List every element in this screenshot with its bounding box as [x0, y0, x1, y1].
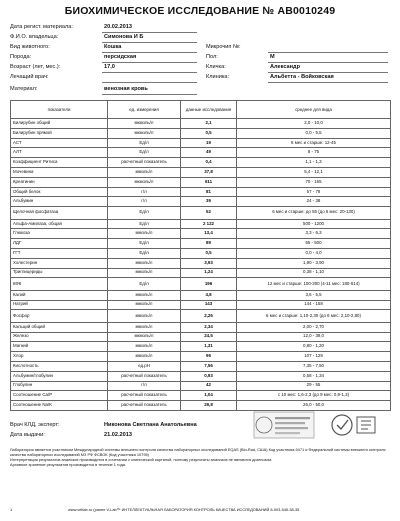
reference-range: 0,38 - 1,10: [237, 268, 391, 278]
accreditation-stamp-logo: [253, 411, 315, 439]
sex-underline: [268, 62, 388, 63]
parameter-name: Фосфор: [11, 310, 108, 322]
result-value: 0,5: [181, 128, 237, 138]
result-value: 13,4: [181, 229, 237, 239]
reference-range: 107 - 129: [237, 352, 391, 362]
table-row: [11, 239, 391, 249]
parameter-name: Креатинин: [11, 177, 108, 187]
unit-cell: ммоль/л: [108, 229, 181, 239]
parameter-name: Коэффициент Ритиса: [11, 158, 108, 168]
lab-notes: [10, 448, 390, 468]
result-value: 89: [181, 239, 237, 249]
owner-label: Ф.И.О. владельца:: [10, 34, 59, 40]
table-row: [11, 248, 391, 258]
reference-range: 1,1 - 1,3: [237, 158, 391, 168]
result-value: 2,34: [181, 322, 237, 332]
table-row: [11, 197, 391, 207]
unit-cell: ед.рН: [108, 361, 181, 371]
result-value: 24,5: [181, 332, 237, 342]
parameter-name: Холестерин: [11, 258, 108, 268]
result-value: 49: [181, 148, 237, 158]
reference-range: 3,3 - 6,3: [237, 229, 391, 239]
result-value: 2,26: [181, 310, 237, 322]
table-row: [11, 300, 391, 310]
reference-range: 2,0 - 10,0: [237, 119, 391, 129]
unit-cell: Ед/л: [108, 278, 181, 290]
parameter-name: Глобулин: [11, 381, 108, 391]
result-value: 2,1: [181, 119, 237, 129]
parameter-name: Хлор: [11, 352, 108, 362]
reference-range: 24 - 38: [237, 197, 391, 207]
column-header-reference: среднее для вида: [237, 101, 391, 119]
table-row: [11, 207, 391, 219]
parameter-name: Альбумин: [11, 197, 108, 207]
unit-cell: г/л: [108, 381, 181, 391]
unit-cell: г/л: [108, 187, 181, 197]
table-row: [11, 187, 391, 197]
reference-range: 12 мес и старше: 100-300 (4-11 мес: 180-614): [237, 278, 391, 290]
parameter-name: Натрий: [11, 300, 108, 310]
result-value: 39: [181, 197, 237, 207]
result-value: 0,4: [181, 158, 237, 168]
unit-cell: ммоль/л: [108, 268, 181, 278]
parameter-name: Кальций общий: [11, 322, 108, 332]
column-header-result: данные исследования: [181, 101, 237, 119]
parameter-name: Билирубин общий: [11, 119, 108, 129]
unit-cell: Ед/л: [108, 148, 181, 158]
material-label: Материал:: [10, 86, 38, 92]
parameter-name: АСТ: [11, 138, 108, 148]
result-value: 2 122: [181, 219, 237, 229]
reference-range: 57 - 78: [237, 187, 391, 197]
table-row: [11, 361, 391, 371]
reference-range: 8 - 75: [237, 148, 391, 158]
reference-range: 26,0 - 50,0: [237, 401, 391, 411]
results-table: [10, 100, 391, 411]
footer-text: www.vetlab.ru (ранее V-Lab™ ИНТЕЛЛЕКТУАЛЬНАЯ ЛАБОРАТОРИЯ КОНТРОЛЬ КАЧЕСТВА ИССЛЕДОВАНИЙ 8-903-545-38-35: [68, 507, 300, 512]
reference-range: 70 - 165: [237, 177, 391, 187]
doctor-label: Лечащий врач:: [10, 74, 49, 80]
table-header-row: [11, 101, 391, 119]
doctor-underline: [102, 82, 197, 83]
reference-range: 6 мес и старше: 1,10-2,30 (до 6 мес: 2,10-2,80): [237, 310, 391, 322]
reference-range: 55 - 500: [237, 239, 391, 249]
result-value: 4,8: [181, 290, 237, 300]
sex: М: [270, 54, 275, 60]
table-row: [11, 290, 391, 300]
unit-cell: расчетный показатель: [108, 371, 181, 381]
species: Кошка: [104, 44, 122, 50]
age: 17,0: [104, 64, 115, 70]
expert-label: Врач КЛД, эксперт:: [10, 422, 60, 428]
table-row: [11, 148, 391, 158]
page-number: 1: [10, 507, 13, 512]
table-row: [11, 219, 391, 229]
result-value: 3,93: [181, 258, 237, 268]
table-row: [11, 167, 391, 177]
parameter-name: Соотношение Са/Р: [11, 391, 108, 401]
clinic: Альбетта - Войковская: [270, 74, 334, 80]
table-row: [11, 258, 391, 268]
unit-cell: Ед/л: [108, 207, 181, 219]
certification-logo: [330, 412, 378, 438]
parameter-name: Билирубин прямой: [11, 128, 108, 138]
reference-range: 2,00 - 2,70: [237, 322, 391, 332]
issue-date: 21.02.2013: [104, 432, 132, 438]
result-value: 0,5: [181, 248, 237, 258]
reference-range: 6 мес и старше: до 55 (до 6 мес: 20-130): [237, 207, 391, 219]
reference-range: с 10 мес: 1,6-2,3 (до 9 мес: 0,9-1,3): [237, 391, 391, 401]
result-value: 611: [181, 177, 237, 187]
parameter-name: Магний: [11, 342, 108, 352]
unit-cell: расчетный показатель: [108, 401, 181, 411]
table-row: [11, 332, 391, 342]
age-label: Возраст (лет, мес.):: [10, 64, 61, 70]
reference-range: 5,4 - 12,1: [237, 167, 391, 177]
unit-cell: г/л: [108, 197, 181, 207]
breed-underline: [102, 62, 197, 63]
nickname: Александр: [270, 64, 300, 70]
reference-range: 0,58 - 1,34: [237, 371, 391, 381]
unit-cell: мкмоль/л: [108, 128, 181, 138]
parameter-name: Железо: [11, 332, 108, 342]
unit-cell: ммоль/л: [108, 258, 181, 268]
reference-range: 7,35 - 7,50: [237, 361, 391, 371]
unit-cell: расчетный показатель: [108, 158, 181, 168]
unit-cell: ммоль/л: [108, 167, 181, 177]
result-value: 52: [181, 207, 237, 219]
table-row: [11, 371, 391, 381]
parameter-name: КФК: [11, 278, 108, 290]
unit-cell: Ед/л: [108, 138, 181, 148]
issue-date-label: Дата выдачи:: [10, 432, 45, 438]
table-row: [11, 342, 391, 352]
result-value: 1,24: [181, 268, 237, 278]
parameter-name: Соотношение Na/K: [11, 401, 108, 411]
parameter-name: ЛДГ: [11, 239, 108, 249]
parameter-name: Щелочная фосфатаза: [11, 207, 108, 219]
unit-cell: ммоль/л: [108, 322, 181, 332]
table-row: [11, 381, 391, 391]
parameter-name: Глюкоза: [11, 229, 108, 239]
nickname-underline: [268, 72, 388, 73]
report-title: БИОХИМИЧЕСКОЕ ИССЛЕДОВАНИЕ № АВ0010249: [64, 5, 336, 17]
result-value: 1,31: [181, 342, 237, 352]
parameter-name: АЛТ: [11, 148, 108, 158]
chip-label: Микрочип №:: [206, 44, 241, 50]
column-header-parameter: показатели: [11, 101, 108, 119]
chip-underline: [268, 52, 388, 53]
breed-label: Порода:: [10, 54, 32, 60]
note-line: Интерпретация результатов анализов производится в сочетании с клинической картиной, поэтому результаты анализов не являются диагнозом.: [10, 456, 273, 462]
table-row: [11, 268, 391, 278]
result-value: 7,56: [181, 361, 237, 371]
results-table-body: [11, 119, 391, 411]
reg-date-label: Дата регист. материала:: [10, 24, 73, 30]
table-row: [11, 128, 391, 138]
reference-range: 0,80 - 1,20: [237, 342, 391, 352]
table-row: [11, 119, 391, 129]
expert-name: Никонова Светлана Анатольевна: [104, 422, 197, 428]
unit-cell: расчетный показатель: [108, 391, 181, 401]
column-header-unit: ед. измерения: [108, 101, 181, 119]
result-value: 81: [181, 187, 237, 197]
material: венозная кровь: [104, 86, 148, 92]
table-row: [11, 229, 391, 239]
table-row: [11, 391, 391, 401]
table-row: [11, 177, 391, 187]
result-value: 1,04: [181, 391, 237, 401]
reference-range: 1,90 - 3,90: [237, 258, 391, 268]
unit-cell: Ед/л: [108, 219, 181, 229]
unit-cell: Ед/л: [108, 248, 181, 258]
table-row: [11, 158, 391, 168]
owner-underline: [102, 42, 197, 43]
material-underline: [102, 94, 197, 95]
reg-date: 20.02.2013: [104, 24, 132, 30]
reference-range: 144 - 158: [237, 300, 391, 310]
table-row: [11, 138, 391, 148]
reg-date-underline: [102, 32, 197, 33]
breed: персидская: [104, 54, 137, 60]
reference-range: 3,6 - 5,5: [237, 290, 391, 300]
result-value: 29,8: [181, 401, 237, 411]
unit-cell: мкмоль/л: [108, 119, 181, 129]
parameter-name: ГГТ: [11, 248, 108, 258]
table-row: [11, 310, 391, 322]
parameter-name: Альфа-Амилаза, общая: [11, 219, 108, 229]
unit-cell: ммоль/л: [108, 352, 181, 362]
unit-cell: ммоль/л: [108, 342, 181, 352]
result-value: 37,8: [181, 167, 237, 177]
species-label: Вид животного:: [10, 44, 50, 50]
reference-range: 500 - 1200: [237, 219, 391, 229]
nickname-label: Кличка:: [206, 64, 226, 70]
parameter-name: Калий: [11, 290, 108, 300]
note-line: Архивное хранение результатов производится в течение 1 года.: [10, 461, 126, 467]
result-value: 42: [181, 381, 237, 391]
table-row: [11, 278, 391, 290]
clinic-label: Клиника:: [206, 74, 230, 80]
reference-range: 6 мес и старше: 12-45: [237, 138, 391, 148]
reference-range: 0,0 - 4,0: [237, 248, 391, 258]
unit-cell: Ед/л: [108, 239, 181, 249]
note-line: Лаборатория является участником Международной системы внешнего контроля качества лабораторных исследований EQAS (Bio-Rad, США) Код участника 9471 и Федеральной системы внешнего контроля качества лабораторных исследований МЗ РФ ФСВОК (Код участника 10795): [10, 447, 386, 457]
unit-cell: ммоль/л: [108, 310, 181, 322]
parameter-name: Общий белок: [11, 187, 108, 197]
parameter-name: Кислотность: [11, 361, 108, 371]
parameter-name: Альбумин/глобулин: [11, 371, 108, 381]
clinic-underline: [268, 82, 388, 83]
reference-range: 0,0 - 5,5: [237, 128, 391, 138]
reference-range: 29 - 55: [237, 381, 391, 391]
reference-range: 12,0 - 39,0: [237, 332, 391, 342]
unit-cell: ммоль/л: [108, 290, 181, 300]
sex-label: Пол:: [206, 54, 218, 60]
table-row: [11, 352, 391, 362]
result-value: 0,93: [181, 371, 237, 381]
result-value: 196: [181, 278, 237, 290]
owner: Симонова И Б: [104, 34, 144, 40]
parameter-name: Мочевина: [11, 167, 108, 177]
unit-cell: мкмоль/л: [108, 177, 181, 187]
table-row: [11, 322, 391, 332]
result-value: 19: [181, 138, 237, 148]
age-underline: [102, 72, 197, 73]
result-value: 95: [181, 352, 237, 362]
result-value: 143: [181, 300, 237, 310]
species-underline: [102, 52, 197, 53]
unit-cell: ммоль/л: [108, 300, 181, 310]
unit-cell: мкмоль/л: [108, 332, 181, 342]
parameter-name: Триглицериды: [11, 268, 108, 278]
table-row: [11, 401, 391, 411]
